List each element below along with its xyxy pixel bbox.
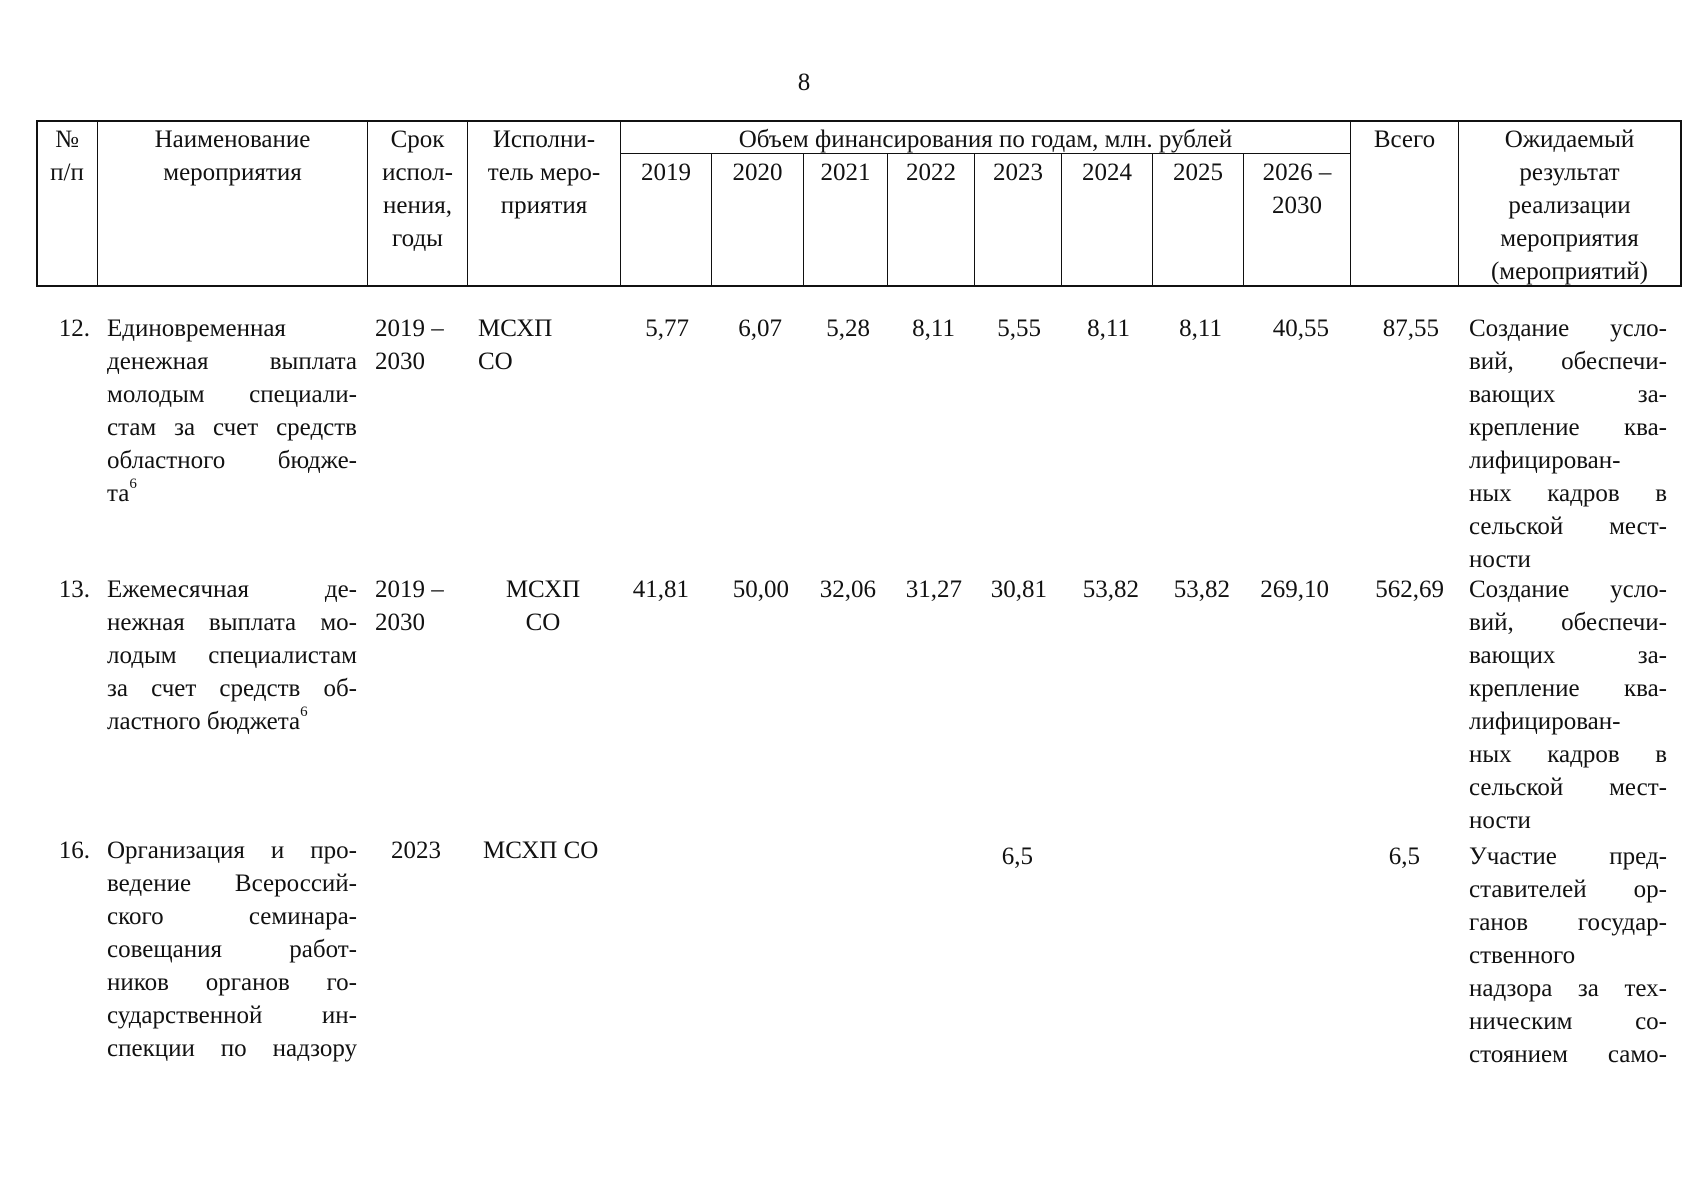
row-name: Единовременная денежная выплата молодым специали- стам за счет средств областного бюдже- $та^6$ bbox=[107, 315, 357, 507]
row-number: 13. bbox=[58, 576, 90, 603]
header-result: Ожидаемый результат реализации мероприятия (мероприятий) bbox=[1490, 126, 1648, 285]
header-num: № п/п bbox=[50, 126, 84, 186]
value-2021: 32,06 bbox=[819, 576, 876, 603]
header-term: Срок испол- нения, годы bbox=[382, 126, 453, 252]
value-2021: 5,28 bbox=[826, 315, 870, 342]
value-2024: 8,11 bbox=[1087, 315, 1130, 342]
row-name: Организация и про- ведение Всероссий- ского семинара- совещания работ- ников органов го- сударственной ин- спекции по надзору bbox=[107, 837, 357, 1062]
value-2023: 5,55 bbox=[997, 315, 1041, 342]
value-2026-2030: 269,10 bbox=[1260, 576, 1329, 603]
row-total: 562,69 bbox=[1375, 576, 1444, 603]
header-year-2020: 2020 bbox=[732, 159, 783, 186]
value-2025: 53,82 bbox=[1173, 576, 1230, 603]
header-total: Всего bbox=[1373, 126, 1436, 153]
value-2023: 30,81 bbox=[990, 576, 1047, 603]
row-result: Участие пред- ставителей ор- ганов государ- ственного надзора за тех- ническим со- стоянием само- bbox=[1469, 843, 1667, 1068]
value-2023: 6,5 bbox=[1001, 843, 1033, 870]
row-term: 2023 bbox=[391, 837, 441, 864]
row-number: 16. bbox=[58, 837, 90, 864]
value-2020: 50,00 bbox=[732, 576, 789, 603]
row-result: Создание усло- вий, обеспечи- вающих за- крепление ква- лифицирован- ных кадров в сельской мест- ности bbox=[1469, 315, 1667, 573]
row-name: Ежемесячная де- нежная выплата мо- лодым специалистам за счет средств об- ластного бюджета$^6$ bbox=[107, 576, 357, 735]
row-executor: МСХП СО bbox=[478, 315, 553, 375]
value-2026-2030: 40,55 bbox=[1272, 315, 1329, 342]
header-year-2024: 2024 bbox=[1082, 159, 1132, 186]
header-year-2021: 2021 bbox=[820, 159, 871, 186]
row-total: 6,5 bbox=[1388, 843, 1420, 870]
header-name: Наименование мероприятия bbox=[154, 126, 311, 186]
header-year-2019: 2019 bbox=[641, 159, 691, 186]
value-2025: 8,11 bbox=[1179, 315, 1222, 342]
row-executor: МСХП СО bbox=[505, 576, 581, 636]
row-executor: МСХП СО bbox=[483, 837, 599, 864]
row-total: 87,55 bbox=[1382, 315, 1439, 342]
value-2020: 6,07 bbox=[738, 315, 782, 342]
footnote-marker: 6 bbox=[300, 703, 308, 720]
header-year-2022: 2022 bbox=[906, 159, 956, 186]
row-term: 2019 – 2030 bbox=[375, 315, 444, 375]
value-2022: 8,11 bbox=[912, 315, 955, 342]
page-number: 8 bbox=[797, 69, 811, 96]
footnote-marker: 6 bbox=[129, 475, 137, 492]
value-2019: 41,81 bbox=[632, 576, 689, 603]
value-2024: 53,82 bbox=[1082, 576, 1139, 603]
row-number: 12. bbox=[58, 315, 90, 342]
value-2019: 5,77 bbox=[645, 315, 689, 342]
header-funding-group: Объем финансирования по годам, млн. рублей bbox=[738, 126, 1233, 153]
header-executor: Исполни- тель меро- приятия bbox=[487, 126, 601, 219]
row-result: Создание усло- вий, обеспечи- вающих за- крепление ква- лифицирован- ных кадров в сельской мест- ности bbox=[1469, 576, 1667, 834]
row-term: 2019 – 2030 bbox=[375, 576, 444, 636]
header-year-2025: 2025 bbox=[1173, 159, 1223, 186]
value-2022: 31,27 bbox=[905, 576, 962, 603]
header-year-2023: 2023 bbox=[993, 159, 1043, 186]
header-year-2026-2030: 2026 – 2030 bbox=[1262, 159, 1332, 219]
